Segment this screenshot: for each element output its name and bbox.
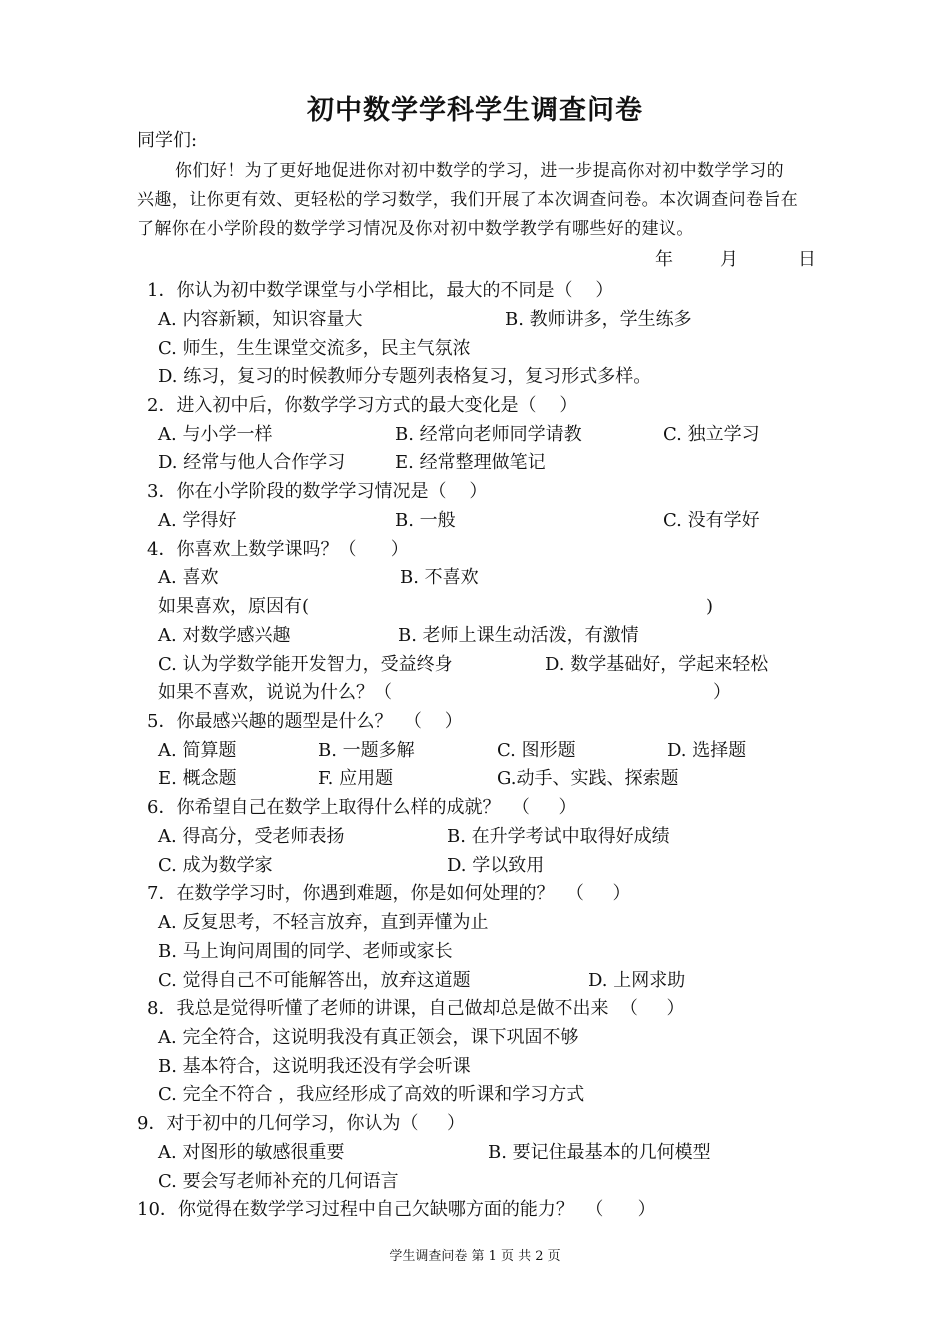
intro-line-2: 兴趣，让你更有效、更轻松的学习数学，我们开展了本次调查问卷。本次调查问卷旨在 xyxy=(137,190,799,210)
q2-option-c: C. 独立学习 xyxy=(663,424,760,445)
question-5: 5．你最感兴趣的题型是什么？ （ ） xyxy=(147,711,463,732)
q3-option-c: C. 没有学好 xyxy=(663,510,760,531)
q4-dislike-reason-prefix: 如果不喜欢，说说为什么？（ xyxy=(158,682,392,703)
q5-option-f: F. 应用题 xyxy=(318,768,394,789)
q1-option-d: D. 练习，复习的时候教师分专题列表格复习，复习形式多样。 xyxy=(158,366,652,387)
q1-option-a: A. 内容新颖，知识容量大 xyxy=(158,309,363,330)
q6-option-a: A. 得高分，受老师表扬 xyxy=(158,826,345,847)
q5-option-g: G.动手、实践、探索题 xyxy=(497,768,679,789)
q4-dislike-reason-suffix: ） xyxy=(713,682,731,703)
q7-option-a: A. 反复思考，不轻言放弃，直到弄懂为止 xyxy=(158,912,489,933)
q1-option-c: C. 师生，生生课堂交流多，民主气氛浓 xyxy=(158,338,471,359)
q4-like-option-a: A. 对数学感兴趣 xyxy=(158,625,291,646)
q2-option-a: A. 与小学一样 xyxy=(158,424,273,445)
q4-like-option-c: C. 认为学数学能开发智力，受益终身 xyxy=(158,654,453,675)
q7-option-b: B. 马上询问周围的同学、老师或家长 xyxy=(158,941,453,962)
question-8: 8．我总是觉得听懂了老师的讲课，自己做却总是做不出来 （ ） xyxy=(147,998,685,1019)
q7-option-c: C. 觉得自己不可能解答出，放弃这道题 xyxy=(158,970,471,991)
date-month: 月 xyxy=(720,249,738,270)
q9-option-b: B. 要记住最基本的几何模型 xyxy=(488,1142,711,1163)
q8-option-a: A. 完全符合，这说明我没有真正领会，课下巩固不够 xyxy=(158,1027,579,1048)
date-year: 年 xyxy=(655,249,673,270)
question-2: 2．进入初中后，你数学学习方式的最大变化是（ ） xyxy=(147,395,578,416)
q4-like-reason-suffix: ) xyxy=(706,596,714,617)
q5-option-e: E. 概念题 xyxy=(158,768,237,789)
page-title: 初中数学学科学生调查问卷 xyxy=(307,95,643,126)
question-3: 3．你在小学阶段的数学学习情况是（ ） xyxy=(147,481,488,502)
intro-line-1: 你们好！为了更好地促进你对初中数学的学习，进一步提高你对初中数学学习的 xyxy=(175,161,784,181)
q6-option-b: B. 在升学考试中取得好成绩 xyxy=(447,826,670,847)
q6-option-d: D. 学以致用 xyxy=(447,855,545,876)
greeting: 同学们: xyxy=(137,130,198,151)
question-9: 9．对于初中的几何学习，你认为（ ） xyxy=(137,1113,466,1134)
q1-option-b: B. 教师讲多，学生练多 xyxy=(505,309,692,330)
q6-option-c: C. 成为数学家 xyxy=(158,855,273,876)
q4-option-a: A. 喜欢 xyxy=(158,567,219,588)
q5-option-c: C. 图形题 xyxy=(497,740,576,761)
q4-like-option-d: D. 数学基础好，学起来轻松 xyxy=(545,654,769,675)
q8-option-b: B. 基本符合，这说明我还没有学会听课 xyxy=(158,1056,471,1077)
question-7: 7．在数学学习时，你遇到难题，你是如何处理的？ （ ） xyxy=(147,883,631,904)
q3-option-b: B. 一般 xyxy=(395,510,456,531)
page-footer: 学生调查问卷 第 1 页 共 2 页 xyxy=(389,1249,561,1264)
q4-like-reason-prefix: 如果喜欢，原因有( xyxy=(158,596,310,617)
q4-option-b: B. 不喜欢 xyxy=(400,567,479,588)
q9-option-a: A. 对图形的敏感很重要 xyxy=(158,1142,345,1163)
q5-option-b: B. 一题多解 xyxy=(318,740,415,761)
q9-option-c: C. 要会写老师补充的几何语言 xyxy=(158,1171,399,1192)
question-10: 10．你觉得在数学学习过程中自己欠缺哪方面的能力？ （ ） xyxy=(137,1199,656,1220)
q2-option-e: E. 经常整理做笔记 xyxy=(395,452,546,473)
q5-option-d: D. 选择题 xyxy=(667,740,747,761)
question-1: 1．你认为初中数学课堂与小学相比，最大的不同是（ ） xyxy=(147,280,614,301)
date-day: 日 xyxy=(798,249,816,270)
intro-line-3: 了解你在小学阶段的数学学习情况及你对初中数学教学有哪些好的建议。 xyxy=(137,219,694,239)
q4-like-option-b: B. 老师上课生动活泼，有激情 xyxy=(398,625,639,646)
q3-option-a: A. 学得好 xyxy=(158,510,237,531)
q2-option-b: B. 经常向老师同学请教 xyxy=(395,424,582,445)
q8-option-c: C. 完全不符合 ，我应经形成了高效的听课和学习方式 xyxy=(158,1084,585,1105)
question-4: 4．你喜欢上数学课吗？（ ） xyxy=(147,539,409,560)
question-6: 6．你希望自己在数学上取得什么样的成就？ （ ） xyxy=(147,797,577,818)
q2-option-d: D. 经常与他人合作学习 xyxy=(158,452,346,473)
q7-option-d: D. 上网求助 xyxy=(588,970,686,991)
q5-option-a: A. 简算题 xyxy=(158,740,237,761)
